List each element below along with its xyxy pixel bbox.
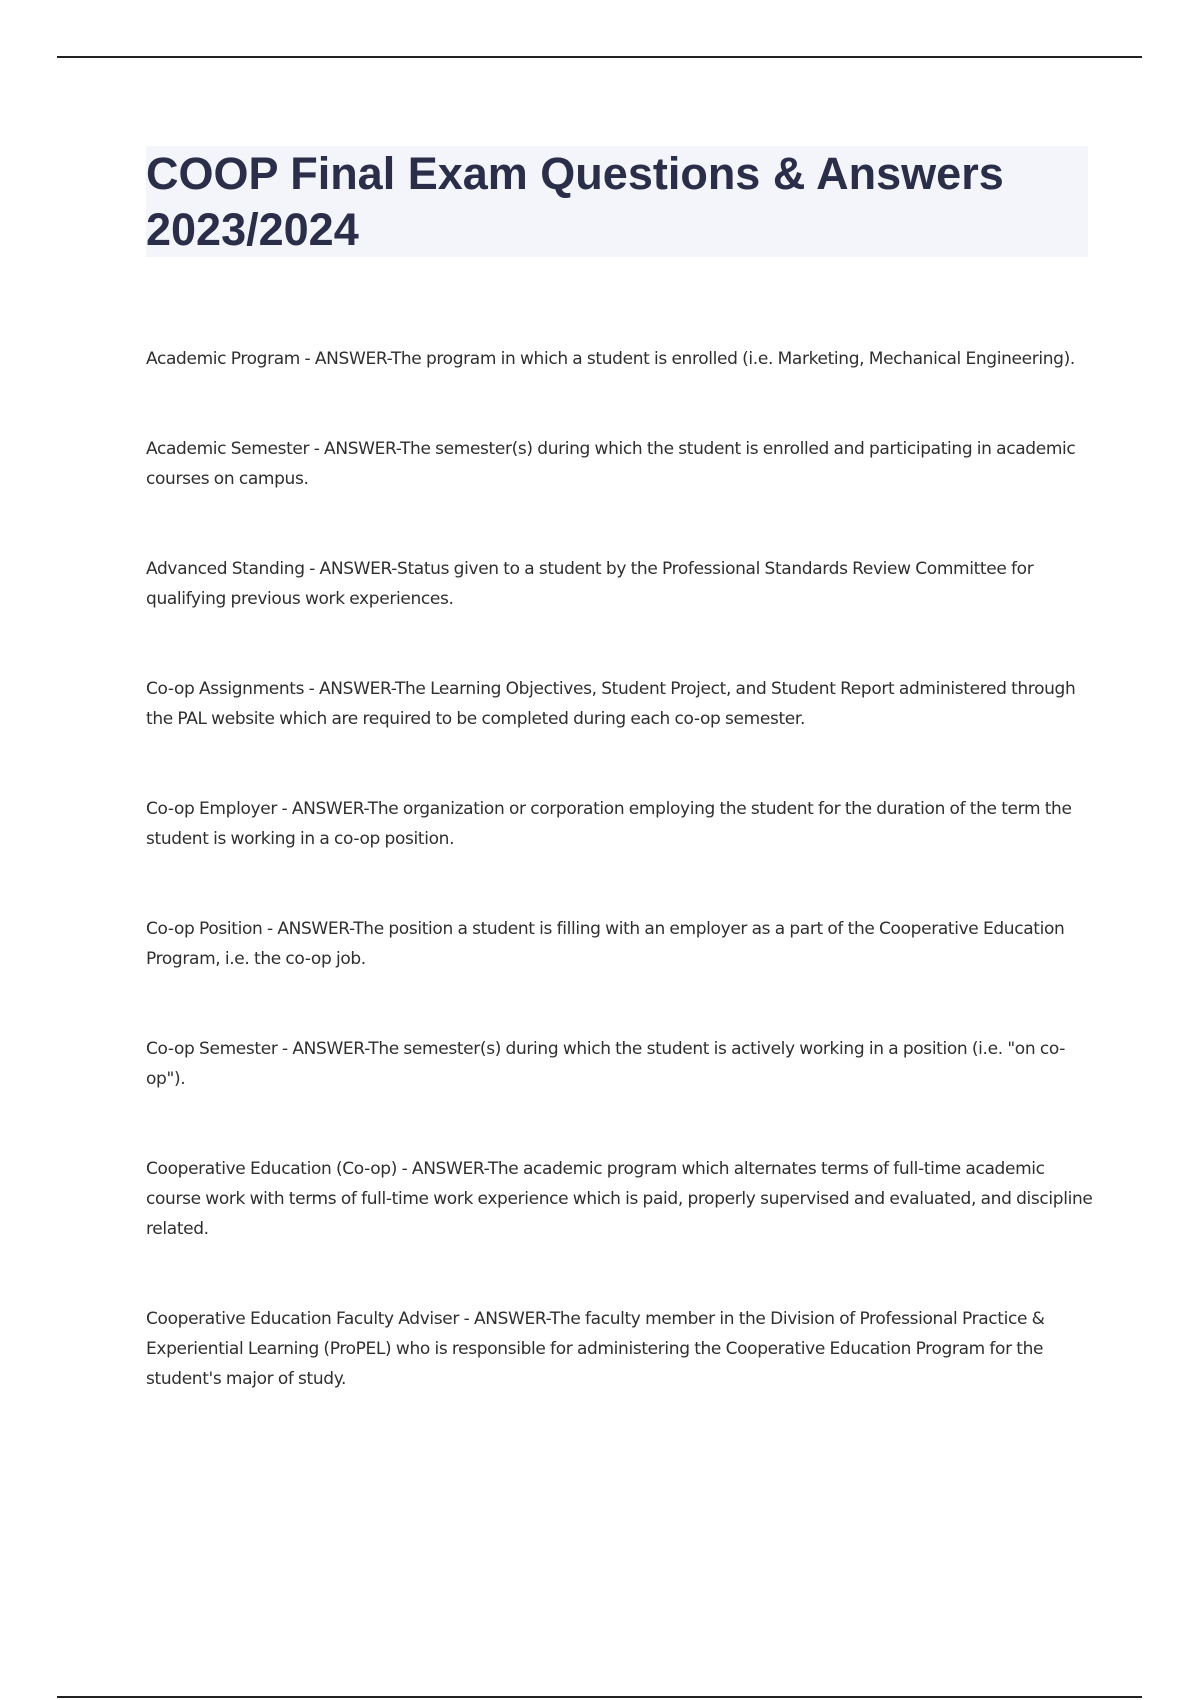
title-banner xyxy=(146,146,1088,257)
qa-entry-academic-semester: Academic Semester - ANSWER-The semester(s) during which the student is enrolled and participating in academic courses on campus. xyxy=(146,439,1076,489)
title-line-2: 2023/2024 xyxy=(146,204,359,255)
qa-entry-coop-semester: Co-op Semester - ANSWER-The semester(s) during which the student is actively working in a position (i.e. "on co-op"). xyxy=(146,1039,1065,1089)
qa-entry-coop-employer: Co-op Employer - ANSWER-The organization or corporation employing the student for the duration of the term the student is working in a co-op position. xyxy=(146,799,1072,849)
top-divider xyxy=(57,56,1142,58)
bottom-divider xyxy=(57,1696,1142,1698)
qa-entry-faculty-adviser: Cooperative Education Faculty Adviser - ANSWER-The faculty member in the Division of Professional Practice & Experiential Learning (ProPEL) who is responsible for administering the Cooperative Education Program for the student's major of study. xyxy=(146,1309,1045,1389)
document-title xyxy=(146,146,1088,258)
qa-entry-advanced-standing: Advanced Standing - ANSWER-Status given to a student by the Professional Standards Review Committee for qualifying previous work experiences. xyxy=(146,559,1034,609)
qa-entry-coop-position: Co-op Position - ANSWER-The position a student is filling with an employer as a part of the Cooperative Education Program, i.e. the co-op job. xyxy=(146,919,1065,969)
qa-list xyxy=(146,344,1096,1454)
qa-entry-cooperative-education: Cooperative Education (Co-op) - ANSWER-The academic program which alternates terms of full-time academic course work with terms of full-time work experience which is paid, properly supervised and evaluated, and discipline related. xyxy=(146,1159,1093,1239)
qa-entry-academic-program: Academic Program - ANSWER-The program in which a student is enrolled (i.e. Marketing, Mechanical Engineering). xyxy=(146,349,1075,369)
qa-entry-coop-assignments: Co-op Assignments - ANSWER-The Learning Objectives, Student Project, and Student Report administered through the PAL website which are required to be completed during each co-op semester. xyxy=(146,679,1076,729)
title-line-1: COOP Final Exam Questions & Answers xyxy=(146,148,1004,199)
